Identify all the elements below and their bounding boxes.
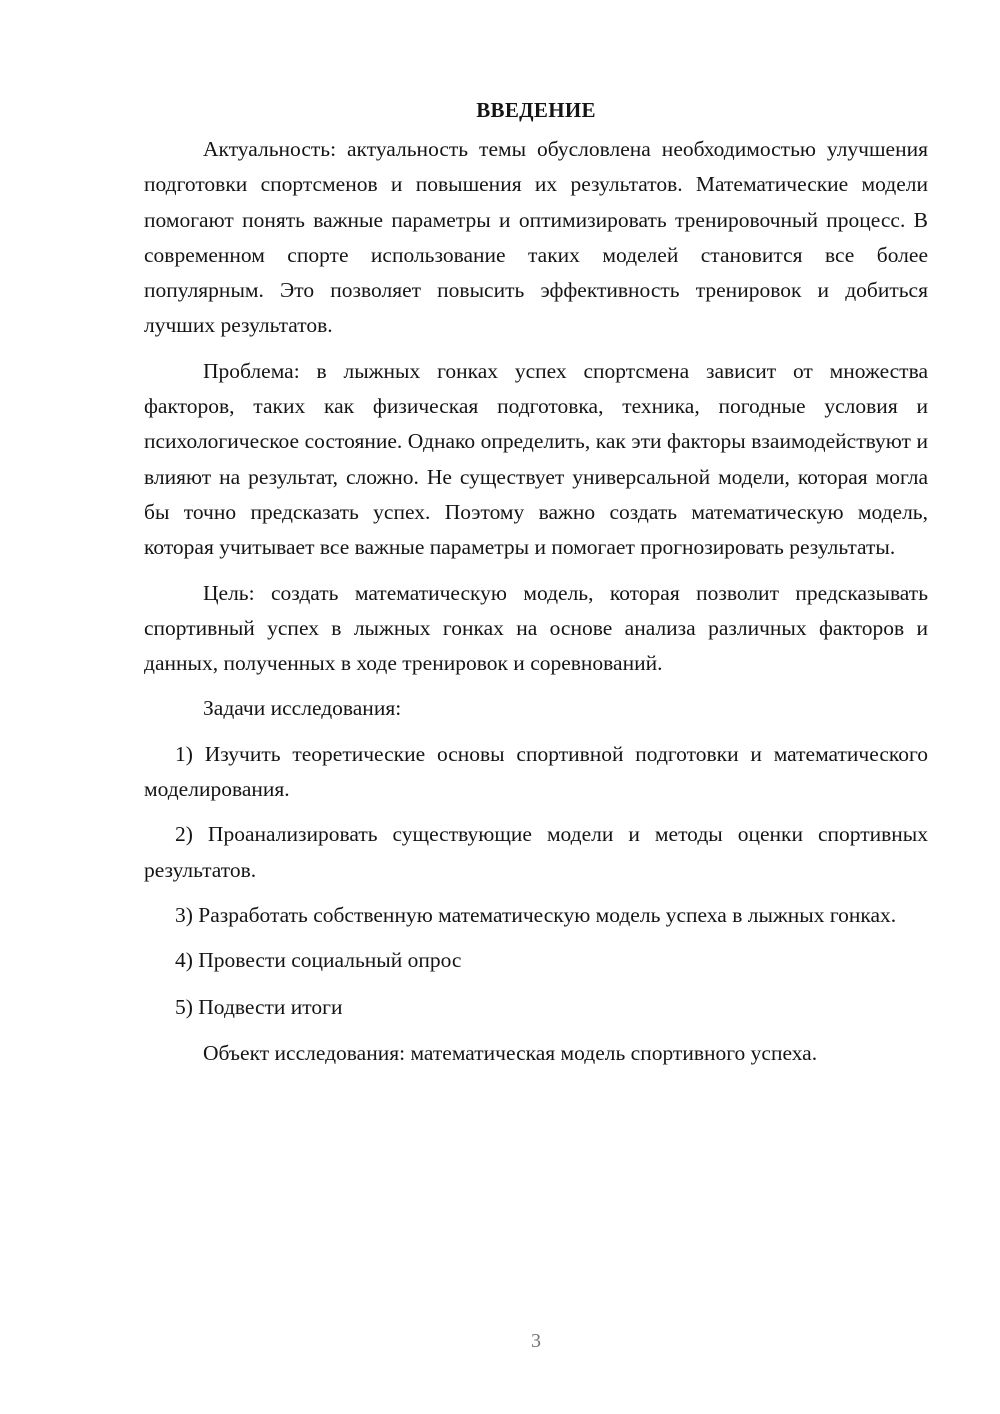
task-item-4: 4) Провести социальный опрос <box>175 948 462 973</box>
page-number: 3 <box>531 1330 541 1352</box>
task-item-5: 5) Подвести итоги <box>175 994 343 1019</box>
relevance-paragraph: Актуальность: актуальность темы обусловлена необходимостью улучшения подготовки спортсменов и повышения их результатов. Математические модели помогают понять важные параметры и оптимизировать тренировочный процесс. В современном спорте использование таких моделей становится все более популярным. Это позволяет повысить эффективность тренировок и добиться лучших результатов. <box>144 137 928 338</box>
goal-paragraph: Цель: создать математическую модель, которая позволит предсказывать спортивный успех в лыжных гонках на основе анализа различных факторов и данных, полученных в ходе тренировок и соревнований. <box>144 580 928 676</box>
task-item-3: 3) Разработать собственную математическую модель успеха в лыжных гонках. <box>175 902 897 927</box>
tasks-title: Задачи исследования: <box>203 696 402 721</box>
section-heading: ВВЕДЕНИЕ <box>476 98 596 122</box>
problem-paragraph: Проблема: в лыжных гонках успех спортсмена зависит от множества факторов, таких как физическая подготовка, техника, погодные условия и психологическое состояние. Однако определить, как эти факторы взаимодействуют и влияют на результат, сложно. Не существует универсальной модели, которая могла бы точно предсказать успех. Поэтому важно создать математическую модель, которая учитывает все важные параметры и помогает прогнозировать результаты. <box>144 358 928 560</box>
task-item-2: 2) Проанализировать существующие модели и методы оценки спортивных результатов. <box>144 822 928 882</box>
object-paragraph: Объект исследования: математическая модель спортивного успеха. <box>203 1040 818 1065</box>
document-page <box>144 92 928 1081</box>
task-item-1: 1) Изучить теоретические основы спортивной подготовки и математического моделирования. <box>144 741 928 802</box>
